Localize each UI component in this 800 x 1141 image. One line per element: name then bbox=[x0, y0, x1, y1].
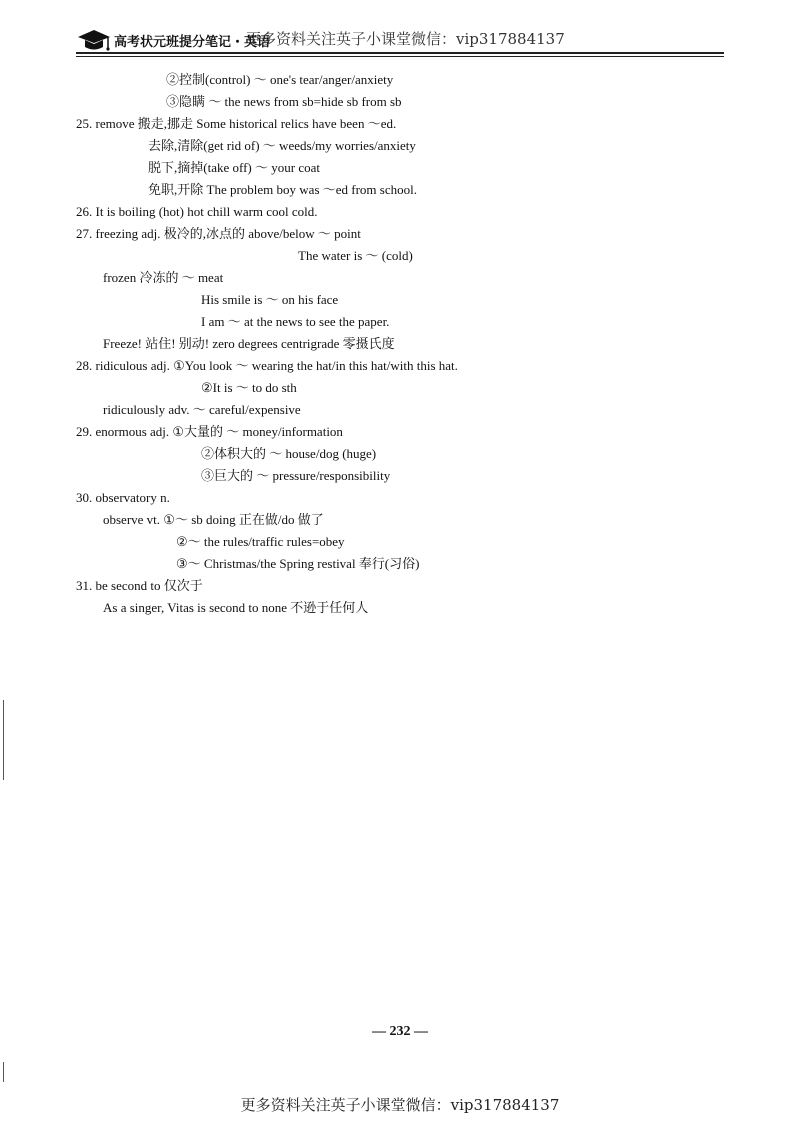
note-line: ②It is ～ to do sth bbox=[201, 380, 297, 395]
note-line: The water is ～ (cold) bbox=[298, 248, 413, 263]
note-line: ridiculously adv. ～ careful/expensive bbox=[103, 402, 301, 417]
graduation-cap-icon bbox=[76, 28, 112, 52]
note-line: 28. ridiculous adj. ①You look ～ wearing the hat/in this hat/with this hat. bbox=[76, 358, 458, 373]
note-line: ③隐瞒 ～ the news from sb=hide sb from sb bbox=[166, 94, 402, 109]
page-number: — 232 — bbox=[372, 1024, 428, 1039]
note-line: As a singer, Vitas is second to none 不逊于任何人 bbox=[103, 600, 369, 615]
note-line: observe vt. ①～ sb doing 正在做/do 做了 bbox=[103, 512, 324, 527]
binding-mark bbox=[3, 700, 4, 780]
note-line: ②体积大的 ～ house/dog (huge) bbox=[201, 446, 377, 461]
note-line: frozen 冷冻的 ～ meat bbox=[103, 270, 224, 285]
note-line: 25. remove 搬走,挪走 Some historical relics have been ～ed. bbox=[76, 116, 397, 131]
note-line: 27. freezing adj. 极冷的,冰点的 above/below ～ point bbox=[76, 226, 361, 241]
note-line: Freeze! 站住! 别动! zero degrees centrigrade 零摄氏度 bbox=[103, 336, 395, 351]
note-line: 脱下,摘掉(take off) ～ your coat bbox=[148, 160, 320, 175]
header-rule bbox=[76, 52, 724, 54]
binding-mark bbox=[3, 1062, 4, 1082]
book-title: 高考状元班提分笔记・英语 bbox=[114, 35, 271, 50]
note-line: 26. It is boiling (hot) hot chill warm cool cold. bbox=[76, 204, 318, 219]
note-line: 30. observatory n. bbox=[76, 490, 170, 505]
watermark-header: 更多资料关注英子小课堂微信：vip317884137 bbox=[246, 30, 565, 48]
page-header bbox=[76, 26, 724, 56]
note-line: 去除,清除(get rid of) ～ weeds/my worries/anxiety bbox=[148, 138, 416, 153]
note-line: ②～ the rules/traffic rules=obey bbox=[176, 534, 345, 549]
header-rule-thin bbox=[76, 56, 724, 57]
note-line: 31. be second to 仅次于 bbox=[76, 578, 203, 593]
note-line: ③～ Christmas/the Spring restival 奉行(习俗) bbox=[176, 556, 420, 571]
note-line: I am ～ at the news to see the paper. bbox=[201, 314, 390, 329]
note-line: ③巨大的 ～ pressure/responsibility bbox=[201, 468, 391, 483]
note-line: 29. enormous adj. ①大量的 ～ money/information bbox=[76, 424, 343, 439]
note-line: ②控制(control) ～ one's tear/anger/anxiety bbox=[166, 72, 394, 87]
watermark-footer: 更多资料关注英子小课堂微信：vip317884137 bbox=[240, 1096, 560, 1114]
note-line: His smile is ～ on his face bbox=[201, 292, 339, 307]
note-line: 免职,开除 The problem boy was ～ed from school. bbox=[148, 182, 417, 197]
